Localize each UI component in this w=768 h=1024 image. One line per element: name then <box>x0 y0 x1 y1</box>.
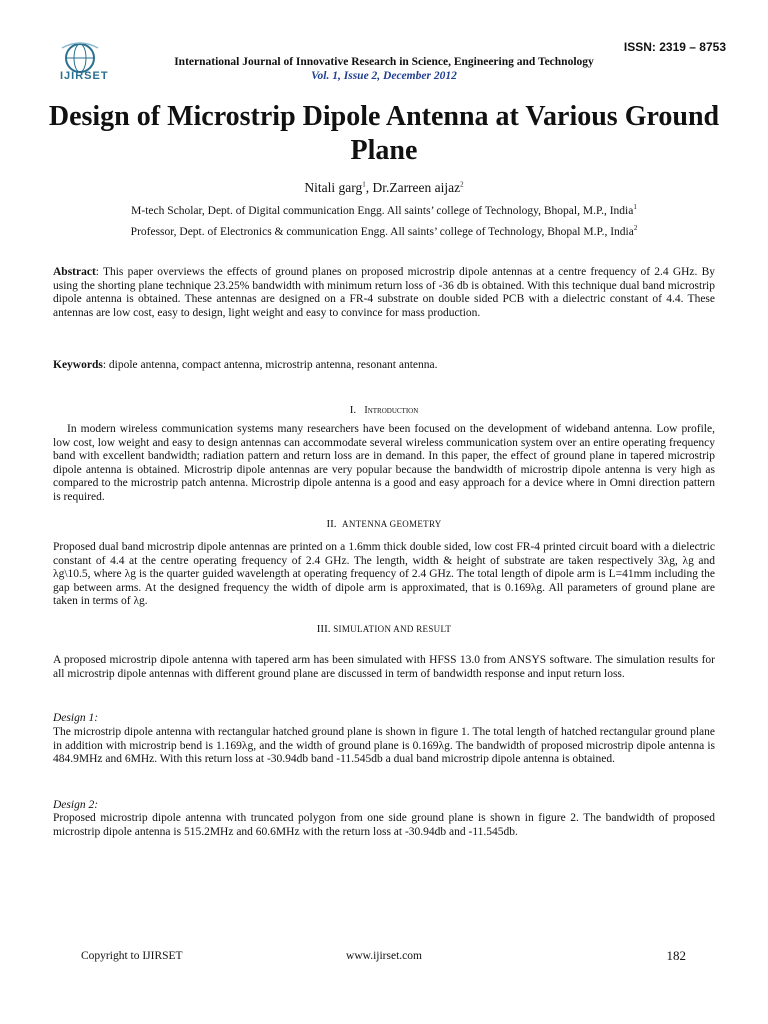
section-number: III. <box>316 623 331 635</box>
section-paragraph: A proposed microstrip dipole antenna with tapered arm has been simulated with HFSS 13.0 from ANSYS software. The simulation results for all microstrip dipole antennas with different ground plane are discussed in term of bandwidth response and input return loss. <box>53 654 715 680</box>
abstract-text: : This paper overviews the effects of ground planes on proposed microstrip dipole antennas at a centre frequency of 2.4 GHz. By using the shorting plane technique 23.25% bandwidth with minimum return loss of -36 db is obtained. With this technique dual band microstrip dipole antenna is obtained. These antennas are designed on a FR-4 substrate on double sided PCB with a dielectric constant of 4.4. These antennas are low cost, easy to design, light weight and easy to convince for mass production. <box>53 266 715 319</box>
author-separator: , <box>365 180 373 195</box>
author-affiliation-mark: 1 <box>362 180 366 189</box>
author-name: Nitali garg <box>304 180 363 195</box>
section-number: II. <box>326 518 337 530</box>
section-heading <box>0 404 768 416</box>
paper-title: Design of Microstrip Dipole Antenna at Various Ground Plane <box>48 101 720 166</box>
section-heading <box>0 518 768 530</box>
footer-copyright: Copyright to IJIRSET <box>81 950 183 962</box>
keywords <box>53 359 715 373</box>
abstract-label: Abstract <box>53 266 96 278</box>
journal-name: International Journal of Innovative Research in Science, Engineering and Technology <box>174 56 594 68</box>
affiliation <box>0 205 768 217</box>
section-title: Introduction <box>364 405 419 416</box>
section-paragraph: Proposed microstrip dipole antenna with truncated polygon from one side ground plane is shown in figure 2. The bandwidth of proposed microstrip dipole antenna is 515.2MHz and 60.6MHz with the return loss at -30.94db and -11.545db. <box>53 812 715 838</box>
keywords-label: Keywords <box>53 359 103 371</box>
affiliation <box>0 226 768 238</box>
section-paragraph: The microstrip dipole antenna with rectangular hatched ground plane is shown in figure 1. The total length of hatched rectangular ground plane in addition with microstrip bend is 1.169λg, and the width of ground plane is 0.169λg. The bandwidth of proposed microstrip dipole antenna is 484.9MHz and 6MHz. With this return loss at -30.94db band -11.545db a dual band microstrip dipole antenna is obtained. <box>53 726 715 766</box>
section-paragraph: In modern wireless communication systems many researchers have been focused on the development of wideband antenna. Low profile, low cost, low weight and easy to design antennas can accommodate several wireless communication system over an entire operating frequency band with excellent bandwidth; radiation pattern and return loss are in demand. In this paper, the effect of ground plane in tapered microstrip dipole antenna is obtained. Microstrip dipole antennas are very popular because the bandwidth of microstrip dipole antenna is very high as compared to the microstrip patch antenna. Microstrip dipole antenna is a good and easy approach for a device where in Omni direction pattern is required. <box>53 423 715 503</box>
page-number: 182 <box>666 948 686 963</box>
affiliation-text: M-tech Scholar, Dept. of Digital communication Engg. All saints’ college of Technology, Bhopal, M.P., India <box>131 205 634 217</box>
issn: ISSN: 2319 – 8753 <box>623 40 726 54</box>
section-title: SIMULATION AND RESULT <box>333 624 452 634</box>
section-paragraph: Proposed dual band microstrip dipole antennas are printed on a 1.6mm thick double sided, low cost FR-4 printed circuit board with a dielectric constant of 4.4 at the centre operating frequency of 2.4 GHz. The length, width & height of substrate are taken respectively 3λg, λg and λg\10.5, where λg is the quarter guided wavelength at operating frequency of 2.4 GHz. The total length of dipole arm is L=41mm including the gap between arms. At the designed frequency the width of dipole arm is approximated, that is 0.169λg. All parameters of ground plane are taken in terms of λg. <box>53 541 715 608</box>
author-name: Dr.Zarreen aijaz <box>372 180 461 195</box>
section-number: I. <box>349 404 357 416</box>
authors <box>0 180 768 196</box>
footer-website: www.ijirset.com <box>346 950 422 962</box>
subsection-label: Design 2: <box>53 799 99 811</box>
journal-logo-text: IJIRSET <box>60 70 109 82</box>
keywords-text: : dipole antenna, compact antenna, microstrip antenna, resonant antenna. <box>102 359 438 371</box>
section-heading <box>0 623 768 635</box>
subsection-label: Design 1: <box>53 712 99 724</box>
journal-volume: Vol. 1, Issue 2, December 2012 <box>311 70 457 82</box>
affiliation-mark: 1 <box>633 203 637 212</box>
section-title: ANTENNA GEOMETRY <box>342 519 442 529</box>
affiliation-mark: 2 <box>633 224 638 233</box>
author-affiliation-mark: 2 <box>460 180 464 189</box>
affiliation-text: Professor, Dept. of Electronics & communication Engg. All saints’ college of Technology, Bhopal M.P., India <box>130 226 634 238</box>
abstract <box>53 266 715 320</box>
